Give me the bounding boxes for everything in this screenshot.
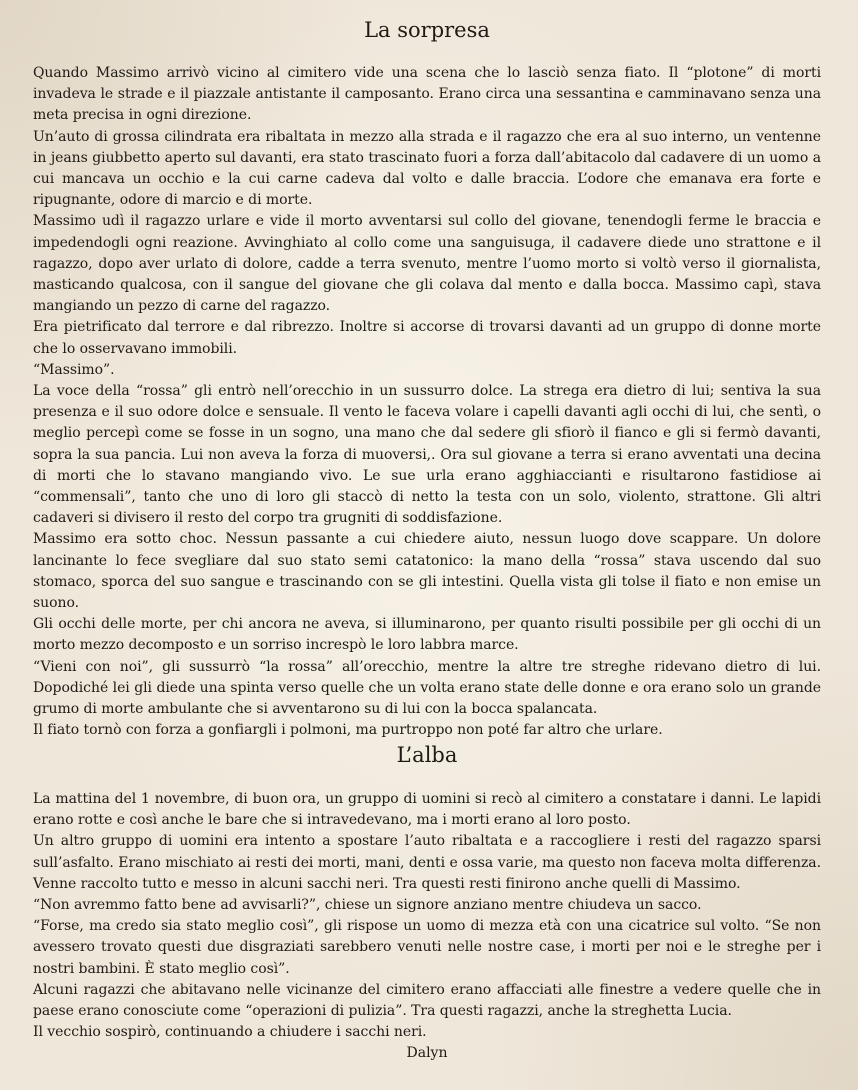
paragraph: Un’auto di grossa cilindrata era ribaltata in mezzo alla strada e il ragazzo che era al suo interno, un ventenne in jeans giubbetto aperto sul davanti, era stato trascinato fuori a forza dall’abitacolo dal cadavere di un uomo a cui mancava un occhio e la cui carne cadeva dal volto e dalle braccia. L’odore che emanava era forte e ripugnante, odore di marcio e di morte.: [33, 128, 821, 209]
section-title-la-sorpresa: La sorpresa: [364, 18, 490, 42]
paragraph: “Non avremmo fatto bene ad avvisarli?”, chiese un signore anziano mentre chiudeva un sacco.: [33, 897, 702, 914]
paragraph: Massimo udì il ragazzo urlare e vide il morto avventarsi sul collo del giovane, tenendogli ferme le braccia e impedendogli ogni reazione. Avvinghiato al collo come una sanguisuga, il cadavere diede uno strattone e il ragazzo, dopo aver urlato di dolore, cadde a terra svenuto, mentre l’uomo morto si voltò verso il giornalista, masticando qualcosa, con il sangue del giovane che gli colava dal mento e dalla bocca. Massimo capì, stava mangiando un pezzo di carne del ragazzo.: [33, 213, 821, 315]
paragraph: “Massimo”.: [33, 361, 115, 378]
paragraph: “Forse, ma credo sia stato meglio così”, gli rispose un uomo di mezza età con una cicatrice sul volto. “Se non avessero trovato questi due disgraziati sarebbero venuti nelle nostre case, i morti per noi e le streghe per i nostri bambini. È stato meglio così”.: [33, 918, 821, 977]
paragraph: Quando Massimo arrivò vicino al cimitero vide una scena che lo lasciò senza fiato. Il “plotone” di morti invadeva le strade e il piazzale antistante il camposanto. Erano circa una sessantina e camminavano senza una meta precisa in ogni direzione.: [33, 65, 821, 124]
section-body-l-alba: [33, 789, 821, 1043]
paragraph: Il vecchio sospirò, continuando a chiudere i sacchi neri.: [33, 1024, 427, 1041]
paragraph: Massimo era sotto choc. Nessun passante a cui chiedere aiuto, nessun luogo dove scappare. Un dolore lancinante lo fece svegliare dal suo stato semi catatonico: la mano della “rossa” stava uscendo dal suo stomaco, sporca del suo sangue e trascinando con se gli intestini. Quella vista gli tolse il fiato e non emise un suono.: [33, 531, 821, 612]
section-title-l-alba: L’alba: [396, 743, 458, 767]
paragraph: Alcuni ragazzi che abitavano nelle vicinanze del cimitero erano affacciati alle finestre a vedere quelle che in paese erano conosciute come “operazioni di pulizia”. Tra questi ragazzi, anche la streghetta Lucia.: [33, 981, 821, 1020]
paragraph: La mattina del 1 novembre, di buon ora, un gruppo di uomini si recò al cimitero a constatare i danni. Le lapidi erano rotte e così anche le bare che si intravedevano, ma i morti erano al loro posto.: [33, 791, 821, 829]
paragraph: Era pietrificato dal terrore e dal ribrezzo. Inoltre si accorse di trovarsi davanti ad un gruppo di donne morte che lo osservavano immobili.: [33, 319, 821, 357]
section-body-la-sorpresa: [33, 63, 821, 742]
paragraph: “Vieni con noi”, gli sussurrò “la rossa” all’orecchio, mentre la altre tre streghe ridevano dietro di lui. Dopodiché lei gli diede una spinta verso quelle che un volta erano state delle donne e ora erano solo un grande grumo di morte ambulante che si avventarono su di lui con la bocca spalancata.: [33, 658, 821, 718]
paragraph: La voce della “rossa” gli entrò nell’orecchio in un sussurro dolce. La strega era dietro di lui; sentiva la sua presenza e il suo odore dolce e sensuale. Il vento le faceva volare i capelli davanti agli occhi di lui, che sentì, o meglio percepì come se fosse in un sogno, una mano che dal sedere gli sfiorò il fianco e gli si fermò davanti, sopra la sua pancia. Lui non aveva la forza di muoversi,. Ora sul giovane a terra si erano avventati una decina di morti che lo stavano mangiando vivo. Le sue urla erano agghiaccianti e risultarono fastidiose ai “commensali”, tanto che uno di loro gli staccò di netto la testa con un solo, violento, strattone. Gli altri cadaveri si divisero il resto del corpo tra grugniti di soddisfazione.: [33, 383, 821, 527]
paragraph: Il fiato tornò con forza a gonfiargli i polmoni, ma purtroppo non poté far altro che urlare.: [33, 722, 663, 739]
author-signature: Dalyn: [406, 1045, 448, 1061]
paragraph: Un altro gruppo di uomini era intento a spostare l’auto ribaltata e a raccogliere i resti del ragazzo sparsi sull’asfalto. Erano mischiato ai resti dei morti, mani, denti e ossa varie, ma questo non faceva molta differenza. Venne raccolto tutto e messo in alcuni sacchi neri. Tra questi resti finirono anche quelli di Massimo.: [33, 833, 821, 892]
paragraph: Gli occhi delle morte, per chi ancora ne aveva, si illuminarono, per quanto risulti possibile per gli occhi di un morto mezzo decomposto e un sorriso increspò le loro labbra marce.: [33, 616, 821, 654]
